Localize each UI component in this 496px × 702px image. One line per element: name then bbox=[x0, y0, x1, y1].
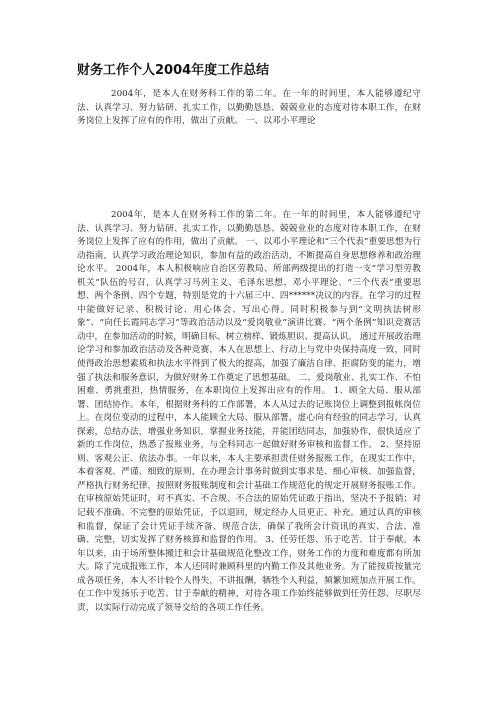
intro-paragraph: 2004年，是本人在财务科工作的第二年。在一年的时间里，本人能够遵纪守法、认真学习、努力钻研、扎实工作，以勤勤恳恳、兢兢业业的态度对待本职工作，在财务岗位上发挥了应有的作用，做出了贡献。 一、以邓小平理论 bbox=[77, 89, 421, 127]
document-title: 财务工作个人2004年度工作总结 bbox=[77, 63, 270, 78]
body-paragraph: 2004年，是本人在财务科工作的第二年。在一年的时间里，本人能够遵纪守法、认真学习、努力钻研、扎实工作，以勤勤恳恳、兢兢业业的态度对待本职工作，在财务岗位上发挥了应有的作用，做出了贡献。 一、以邓小平理论和“三个代表”重要思想为行动指南，认真学习政治理论知识，参加有益的政治活动，不断提高自身思想修养和政治理论水平。 2004年，本人积极响应自治区劳教局、所部两级提出的打造一支“学习型劳教机关”队伍的号召，认真学习马列主义、毛泽东思想、邓小平理论、“三个代表”重要思想、两个条例、四个专题，特别是党的十六届三中、四******决议的内容。在学习的过程中能做好记录、积极讨论、用心体会、写出心得。同时积极参与到“文明执法树形象”、“向任长霞同志学习”等政治活动以及“爱岗敬业”演讲比赛、“两个条例”知识竞赛活动中，在参加活动的时候，明确目标、树立榜样、锻炼胆识、提高认识。 通过开展政治理论学习和参加政治活动及各种竞赛，本人在思想上、行动上与党中央保持高度一致，同时使得政治思想素质和执法水平得到了极大的提高，加强了廉洁自律、拒腐防变的能力，增强了执法和服务意识，为做好财务工作奠定了思想基础。 二、爱岗敬业、扎实工作、不怕困难、勇挑重担，热情服务，在本职岗位上发挥出应有的作用。 1、顾全大局、服从部署、团结协作。本年，根据财务科的工作部署，本人从过去的记账岗位上调整到报帐岗位上。在岗位变动的过程中，本人能顾全大局、服从部署，虚心向有经验的同志学习，认真探索，总结办法，增强业务知识，掌握业务技能，并能团结同志，加强协作，很快适应了新的工作岗位，热悉了报账业务，与全科同志一起做好财务审核和监督工作。 2、坚持原则、客观公正、依法办事。一年以来，本人主要承担责任财务报账工作，在现实工作中，本着客观、严谨、细致的原则，在办理会计事务时做到实事求是、细心审核、加强监督，严格执行财务纪律，按照财务报账制度和会计基础工作规范化的规定开展财务报账工作。在审核原始凭证时，对不真实、不合规、不合法的原始凭证敢于指出，坚决不予报销；对记载不准确、不完整的原始凭证，予以退回，规定经办人员更正、补充。通过认真的审核和监督，保证了会计凭证手续齐备、规范合法，确保了我所会计资讯的真实、合法、准确、完整，切实发挥了财务核算和监督的作用。 3、任劳任怨、乐于吃苦、甘于奉献。本年以来，由于场所整体搬迁和会计基础规范化整改工作，财务工作的力度和难度都有所加大。除了完成报账工作，本人还同时兼顾科里的内勤工作及其他业务。为了能按质按量完成各项任务，本人不计较个人得失，不讲报酬，牺牲个人利益，频繁加班加点开展工作。在工作中发扬乐于吃苦、甘于奉献的精神，对待各项工作始终能够做到任劳任怨、尽职尽责，以实际行动完成了领导交给的各项工作任务。 bbox=[77, 210, 421, 613]
